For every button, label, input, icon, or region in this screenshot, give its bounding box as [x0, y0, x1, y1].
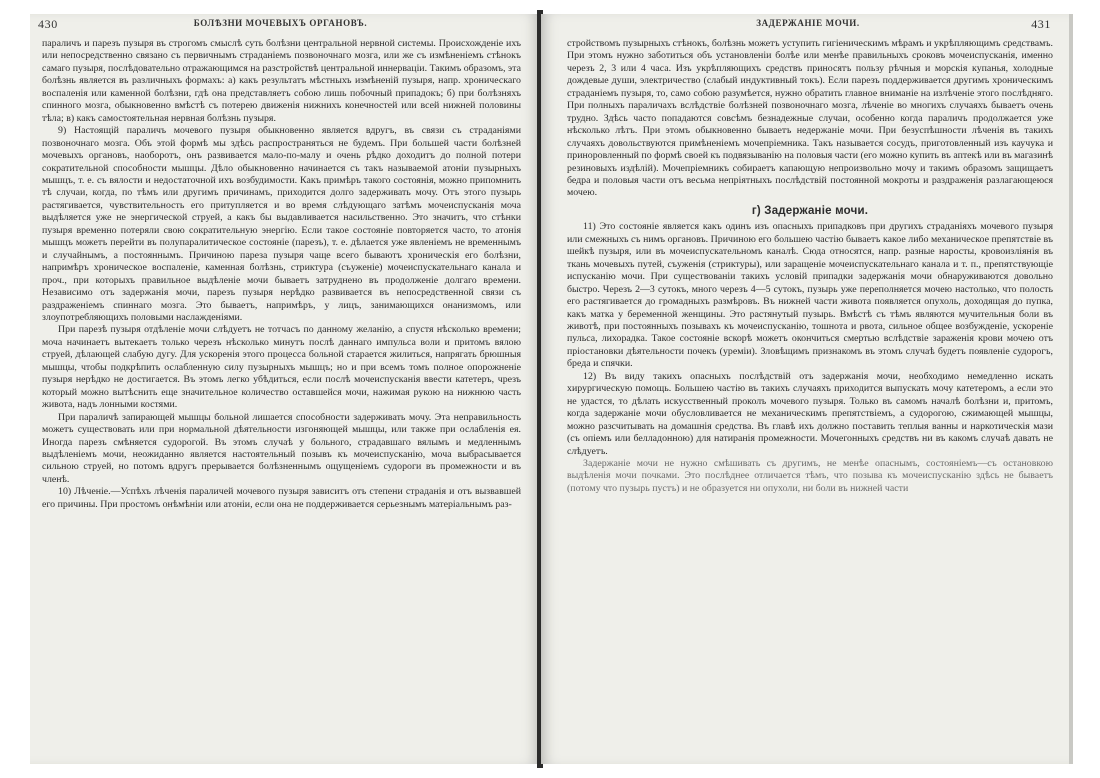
- left-running-header: [38, 18, 523, 34]
- left-page-number: 430: [38, 17, 58, 31]
- right-page-text: [567, 38, 1053, 754]
- paragraph: 11) Это состояніе является какъ одинъ изъ опасныхъ припадковъ при другихъ страданіяхъ мочевого пузыря или смежныхъ съ нимъ органовъ. Причиною его большею частію бываетъ какое либо механическое препятствіе въ шейкѣ пузыря, или въ мочеиспускательномъ каналѣ. Сюда относятся, напр. разные наросты, кровоизліянія въ ткань мочевыхъ путей, съуженія (стриктуры), или заращеніе мочеиспускательнаго канала и т. п., препятствующіе испусканію мочи. При существованіи такихъ условій припадки задержанія мочи обнаруживаются довольно быстро. Черезъ 2—3 сутокъ, много черезъ 4—5 сутокъ, пузырь уже переполняется мочею настолько, что полость его растягивается до громадныхъ размѣровъ. Въ нижней части живота появляется опухоль, доходящая до пупка, какъ матка у беременной женщины. Это растянутый пузырь. Вмѣстѣ съ тѣмъ являются мучительныя боли въ животѣ, при постоянныхъ позывахъ къ мочеиспусканію, тошнота и рвота, сильное общее возбужденіе, ускореніе пульса, лихорадка. Такое состояніе вскорѣ можетъ окончиться смертью вслѣдствіе зараженія крови мочею отъ пріостановки дѣятельности почекъ (уреміи). Зловѣщимъ признакомъ въ этомъ случаѣ будетъ появленіе судорогъ, бреда и спячки.: [567, 221, 1053, 370]
- paragraph: При параличѣ запирающей мышцы больной лишается способности задерживать мочу. Эта неправильность можетъ существовать или при нормальной дѣятельности изгоняющей мышцы, или также при ослабленія ея. Иногда парезъ смѣняется судорогой. Въ этомъ случаѣ у больного, страдавшаго вялымъ и медленнымъ выдѣленіемъ мочи, неожиданно является настоятельный позывъ къ мочеиспусканію, моча выбрасывается сильною струей, но потомъ вдругъ прерывается болѣзненнымъ ощущеніемъ судороги въ промежности и въ членѣ.: [42, 411, 521, 485]
- paragraph: 12) Въ виду такихъ опасныхъ послѣдствій отъ задержанія мочи, необходимо немедленно искать хирургическую помощь. Большею частію въ такихъ случаяхъ приходится выпускать мочу катетеромъ, а если это не удастся, то дѣлать искусственный проколъ мочевого пузыря. Только въ самомъ началѣ болѣзни и, притомъ, когда задержаніе мочи обусловливается не механическимъ препятствіемъ, а судорогою, сжимающей мышцы, можно разсчитывать на домашнія средства. Въ главѣ ихъ должно поставить теплыя ванны и наркотическія мази (съ опіемъ или белладонною) для натиранія промежности. Мочегонныхъ средствъ ни въ какомъ случаѣ давать не слѣдуетъ.: [567, 370, 1053, 457]
- paragraph: 9) Настоящій параличъ мочевого пузыря обыкновенно является вдругъ, въ связи съ страданіями позвоночнаго мозга. Объ этой формѣ мы здѣсь распространяться не будемъ. При большей части болѣзней мочевыхъ органовъ, наоборотъ, онъ развивается мало-по-малу и очень рѣдко доходитъ до полной потери сократительной способности мышцы. Дѣло обыкновенно начинается съ такъ называемой атоніи пузырныхъ мышцъ, т. е. съ вялости и недостаточной ихъ возбудимости. Какъ примѣръ такого состоянія, можно припомнить тѣ случаи, когда, по тѣмъ или другимъ причинамъ, приходится долго задерживать мочу. Отъ этого пузырь растягивается, чувствительность его притупляется и во время слѣдующаго затѣмъ мочеиспусканія моча выдѣляется уже не энергической струей, а какъ бы выдавливается насильственно. Это значитъ, что стѣнки пузыря временно потеряли свою сократительную энергію. Если такое состояніе повторяется часто, то атонія мышцъ можетъ перейти въ полупаралитическое состояніе (парезъ), т. е. дѣлается уже явленіемъ не временнымъ и случайнымъ, а постояннымъ. Причиною пареза пузыря чаще всего бываютъ хроническія его болѣзни, напримѣръ хроническое воспаленіе, каменная болѣзнь, стриктура (съуженіе) мочеиспускательнаго канала и проч., при которыхъ правильное выдѣленіе мочи бываетъ затруднено въ продолженіе долгаго времени. Независимо отъ задержанія мочи, парезъ пузыря нерѣдко развивается въ непосредственной связи съ раздраженіемъ спиннаго мозга. Это бываетъ, напримѣръ, у лицъ, занимающихся онанизмомъ, или злоупотребляющихъ половыми наслажденіями.: [42, 125, 521, 323]
- paragraph: 10) Лѣченіе.—Успѣхъ лѣченія параличей мочевого пузыря зависитъ отъ степени страданія и отъ вызвавшей его причины. При простомъ онѣмѣніи или атоніи, если она не поддерживается серьезнымъ матеріальнымъ раз-: [42, 486, 521, 510]
- right-running-header: [565, 18, 1051, 34]
- section-heading: г) Задержаніе мочи.: [751, 204, 869, 217]
- paragraph: При парезѣ пузыря отдѣленіе мочи слѣдуетъ не тотчасъ по данному желанію, а спустя нѣсколько времени; моча начинаетъ вытекаетъ только черезъ нѣсколько минутъ послѣ даннаго импульса воли и притомъ вялою струей, дѣлающей слабую дугу. Для ускоренія этого процесса больной старается жилиться, напрягать брюшныя мышцы, чтобы подкрѣпить ослабленную силу пузырныхъ мышцъ; но и при всемъ томъ полное опорожненіе пузыря нерѣдко не достигается. Въ этомъ легко убѣдиться, если послѣ мочеиспусканія ввести катетеръ, чрезъ который можно вытѣснить еще значительное количество оставшейся мочи, нажимая рукою на нижнюю часть живота, надъ лонными костями.: [42, 324, 521, 411]
- right-page: [541, 14, 1069, 764]
- paragraph: Задержаніе мочи не нужно смѣшивать съ другимъ, не менѣе опаснымъ, состояніемъ—съ остановкою выдѣленія мочи почками. Это послѣднее отличается тѣмъ, что позыва къ мочеиспусканію здѣсь не бываетъ (потому что пузырь пустъ) и не образуется ни опухоли, ни боли въ нижней части: [567, 457, 1053, 494]
- paragraph: стройствомъ пузырныхъ стѣнокъ, болѣзнь можетъ уступить гигіеническимъ мѣрамъ и укрѣпляющимъ средствамъ. При этомъ нужно заботиться объ установленіи болѣе или менѣе правильныхъ сроковъ мочеиспусканія, именно черезъ 2, 3 или 4 часа. Изъ укрѣпляющихъ средствъ приносятъ пользу рѣчныя и морскія купанья, холодные дождевые души, электричество (слабый индуктивный токъ). Если парезъ поддерживается другимъ хроническимъ страданіемъ пузыря, то, само собою разумѣется, нужно обратить главное вниманіе на излѣченіе этого послѣдняго. При полныхъ параличахъ вслѣдствіе болѣзней позвоночнаго мозга, лѣченіе во многихъ случаяхъ бываетъ очень трудно. Здѣсь часто попадаются совсѣмъ безнадежные случаи, особенно когда параличъ продолжается уже нѣсколько лѣтъ. При этомъ обыкновенно бываетъ недержаніе мочи. При безуспѣшности лѣченія въ такихъ случаяхъ довольствуются примѣненіемъ мочепріемника. Такъ называется сосудъ, приготовленный изъ каучука и приноровленный по формѣ своей къ подвязыванію на половыя части (его можно купить въ аптекѣ или въ магазинѣ резиновыхъ издѣлій). Мочепріемникъ собираетъ капающую непроизвольно мочу и такимъ образомъ защищаетъ бедра и половыя части отъ весьма непріятныхъ послѣдствій постоянной мокроты и раздраженія разлагающеюся мочею.: [567, 38, 1053, 199]
- left-page: [30, 14, 539, 764]
- paragraph: параличъ и парезъ пузыря въ строгомъ смыслѣ суть болѣзни центральной нервной системы. Происхожденіе ихъ или непосредственно связано съ первичнымъ страданіемъ позвоночнаго мозга, или же съ измѣненіемъ стѣнокъ самаго пузыря, послѣдовательно отражающимся на разстройствѣ центральной иннерваціи. Такимъ образомъ, эта болѣзнь является въ различныхъ формахъ: а) какъ результатъ мѣстныхъ измѣненій пузыря, напр. хроническаго воспаленія или каменной болѣзни, гдѣ она представляетъ собою лишь побочный припадокъ; б) при болѣзняхъ спинного мозга, обыкновенно вмѣстѣ съ потерею движенія нижнихъ конечностей или всей нижней половины тѣла; в) какъ самостоятельная нервная болѣзнь пузыря.: [42, 38, 521, 124]
- left-running-head: БОЛѢЗНИ МОЧЕВЫХЪ ОРГАНОВЪ.: [193, 18, 368, 28]
- right-page-number: 431: [1031, 17, 1051, 31]
- right-running-head: ЗАДЕРЖАНІЕ МОЧИ.: [756, 18, 860, 28]
- left-page-text: [42, 38, 521, 754]
- page-edge: [1069, 14, 1073, 764]
